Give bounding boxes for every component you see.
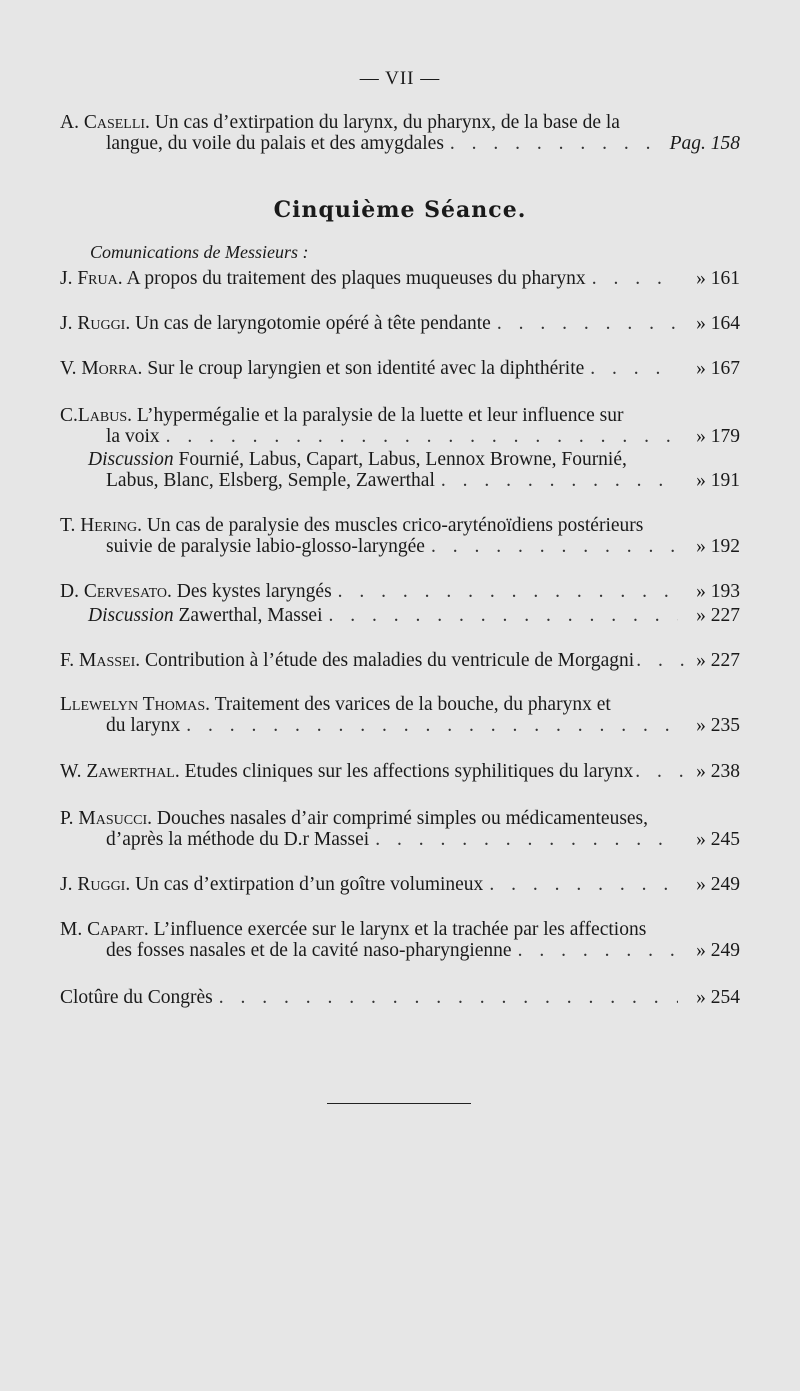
- toc-entry-page: » 249: [696, 874, 740, 895]
- toc-entry-line: [88, 605, 740, 626]
- toc-entry-line: [60, 536, 740, 557]
- toc-entry-page: » 179: [696, 426, 740, 447]
- toc-entry-title: Des kystes laryngés: [176, 581, 332, 602]
- toc-entry-line: [60, 808, 740, 829]
- toc-entry-title: Labus, Blanc, Elsberg, Semple, Zawerthal: [106, 470, 435, 491]
- toc-entry-line: [60, 112, 740, 133]
- toc-entry-author: C.Labus.: [60, 405, 133, 426]
- communications-label: Comunications de Messieurs :: [90, 242, 309, 262]
- toc-entry: [60, 268, 740, 289]
- toc-entry: [60, 581, 740, 602]
- toc-entry-page: » 235: [696, 715, 740, 736]
- toc-entry-title: Clotûre du Congrès: [60, 987, 213, 1008]
- leader-dots: [497, 313, 678, 334]
- leader-dots: [441, 470, 678, 491]
- toc-entry-author: Llewelyn Thomas.: [60, 694, 211, 715]
- toc-entry-title: d’après la méthode du D.r Massei: [106, 829, 370, 850]
- toc-entry-line: [60, 715, 740, 736]
- leader-dots: [338, 581, 678, 602]
- toc-entry-line: [60, 581, 740, 602]
- toc-entry-page: » 238: [696, 761, 740, 782]
- toc-entry-line: [60, 650, 740, 671]
- toc-entry-page: » 192: [696, 536, 740, 557]
- toc-entry-line: [60, 694, 740, 715]
- leader-dots: [219, 987, 678, 1008]
- toc-entry-title: Un cas de paralysie des muscles crico-aryténoïdiens postérieurs: [146, 515, 644, 536]
- toc-entry: [88, 449, 740, 491]
- toc-entry-author: F. Massei.: [60, 650, 141, 671]
- toc-entry-page: » 164: [696, 313, 740, 334]
- leader-dots: [590, 358, 678, 379]
- leader-dots: [329, 605, 678, 626]
- toc-entry-title: Douches nasales d’air comprimé simples ou médicamenteuses,: [156, 808, 649, 829]
- leader-dots: [489, 874, 678, 895]
- toc-entry-author: W. Zawerthal.: [60, 761, 180, 782]
- leader-dots: [166, 426, 678, 447]
- toc-entry-title: des fosses nasales et de la cavité naso-pharyngienne: [106, 940, 512, 961]
- toc-entry-title: Contribution à l’étude des maladies du ventricule de Morgagni: [145, 650, 635, 671]
- toc-entry-title: Un cas de laryngotomie opéré à tête pendante: [135, 313, 491, 334]
- toc-entry-line: [60, 426, 740, 447]
- closing-rule: [327, 1103, 471, 1104]
- leader-dots: [431, 536, 678, 557]
- toc-entry-page: » 191: [696, 470, 740, 491]
- toc-entry-title: Un cas d’extirpation du larynx, du pharynx, de la base de la: [154, 112, 620, 133]
- toc-entry-author: J. Ruggi.: [60, 313, 131, 334]
- toc-entry-title: L’influence exercée sur le larynx et la trachée par les affections: [153, 919, 647, 940]
- toc-entry-title: du larynx: [106, 715, 181, 736]
- toc-entry: [60, 808, 740, 850]
- toc-entry-title: suivie de paralysie labio-glosso-laryngée: [106, 536, 425, 557]
- toc-entry-line: [60, 987, 740, 1008]
- page-number-header: — VII —: [359, 68, 441, 89]
- toc-entry-page: » 227: [696, 650, 740, 671]
- leader-dots: [592, 268, 678, 289]
- section-title: Cinquième Séance.: [273, 197, 527, 223]
- toc-entry-author: M. Capart.: [60, 919, 149, 940]
- toc-entry-line: [60, 405, 740, 426]
- toc-entry-author: D. Cervesato.: [60, 581, 172, 602]
- toc-entry-line: [60, 829, 740, 850]
- toc-entry: [60, 987, 740, 1008]
- toc-entry-page: Pag. 158: [669, 133, 740, 154]
- toc-entry: [60, 515, 740, 557]
- leader-dots: [518, 940, 678, 961]
- leader-dots: [635, 761, 694, 782]
- toc-entry: [60, 358, 740, 379]
- toc-entry-title: A propos du traitement des plaques muqueuses du pharynx: [126, 268, 586, 289]
- toc-entry-title: Traitement des varices de la bouche, du pharynx et: [214, 694, 611, 715]
- toc-entry: [60, 874, 740, 895]
- toc-entry-page: » 161: [696, 268, 740, 289]
- toc-entry-author: J. Ruggi.: [60, 874, 131, 895]
- toc-entry-author: T. Hering.: [60, 515, 142, 536]
- toc-entry-title: L’hypermégalie et la paralysie de la luette et leur influence sur: [136, 405, 624, 426]
- discussion-label: Discussion: [88, 605, 174, 626]
- toc-entry-author: P. Masucci.: [60, 808, 152, 829]
- leader-dots: [186, 715, 678, 736]
- toc-entry-line: [60, 133, 740, 154]
- toc-entry-title: langue, du voile du palais et des amygdales: [106, 133, 444, 154]
- toc-entry-line: [60, 874, 740, 895]
- toc-entry-line: [88, 449, 740, 470]
- toc-entry-title: la voix: [106, 426, 160, 447]
- toc-entry-page: » 249: [696, 940, 740, 961]
- toc-entry: [60, 112, 740, 154]
- toc-entry-line: [60, 268, 740, 289]
- toc-entry-title: Etudes cliniques sur les affections syphilitiques du larynx: [184, 761, 634, 782]
- toc-entry-title: Sur le croup laryngien et son identité avec la diphthérite: [147, 358, 585, 379]
- leader-dots: [450, 133, 664, 154]
- toc-entry-line: [60, 515, 740, 536]
- toc-entry-author: J. Frua.: [60, 268, 123, 289]
- toc-entry: [60, 405, 740, 447]
- toc-entry-author: A. Caselli.: [60, 112, 150, 133]
- toc-entry-page: » 245: [696, 829, 740, 850]
- toc-entry-line: [60, 919, 740, 940]
- toc-entry: [88, 605, 740, 626]
- toc-entry-page: » 254: [696, 987, 740, 1008]
- toc-entry: [60, 919, 740, 961]
- toc-entry-author: V. Morra.: [60, 358, 143, 379]
- toc-entry-line: [60, 313, 740, 334]
- toc-entry-page: » 227: [696, 605, 740, 626]
- leader-dots: [636, 650, 694, 671]
- toc-entry-title: Un cas d’extirpation d’un goître volumineux: [135, 874, 484, 895]
- toc-entry: [60, 761, 740, 782]
- leader-dots: [375, 829, 678, 850]
- toc-entry: [60, 313, 740, 334]
- toc-entry-line: [60, 940, 740, 961]
- toc-entry-line: [60, 358, 740, 379]
- toc-entry-title: Fournié, Labus, Capart, Labus, Lennox Browne, Fournié,: [178, 449, 627, 470]
- toc-entry-page: » 167: [696, 358, 740, 379]
- toc-entry-title: Zawerthal, Massei: [178, 605, 323, 626]
- toc-entry: [60, 694, 740, 736]
- toc-entry-line: [60, 761, 740, 782]
- toc-entry: [60, 650, 740, 671]
- toc-entry-page: » 193: [696, 581, 740, 602]
- toc-entry-line: [88, 470, 740, 491]
- discussion-label: Discussion: [88, 449, 174, 470]
